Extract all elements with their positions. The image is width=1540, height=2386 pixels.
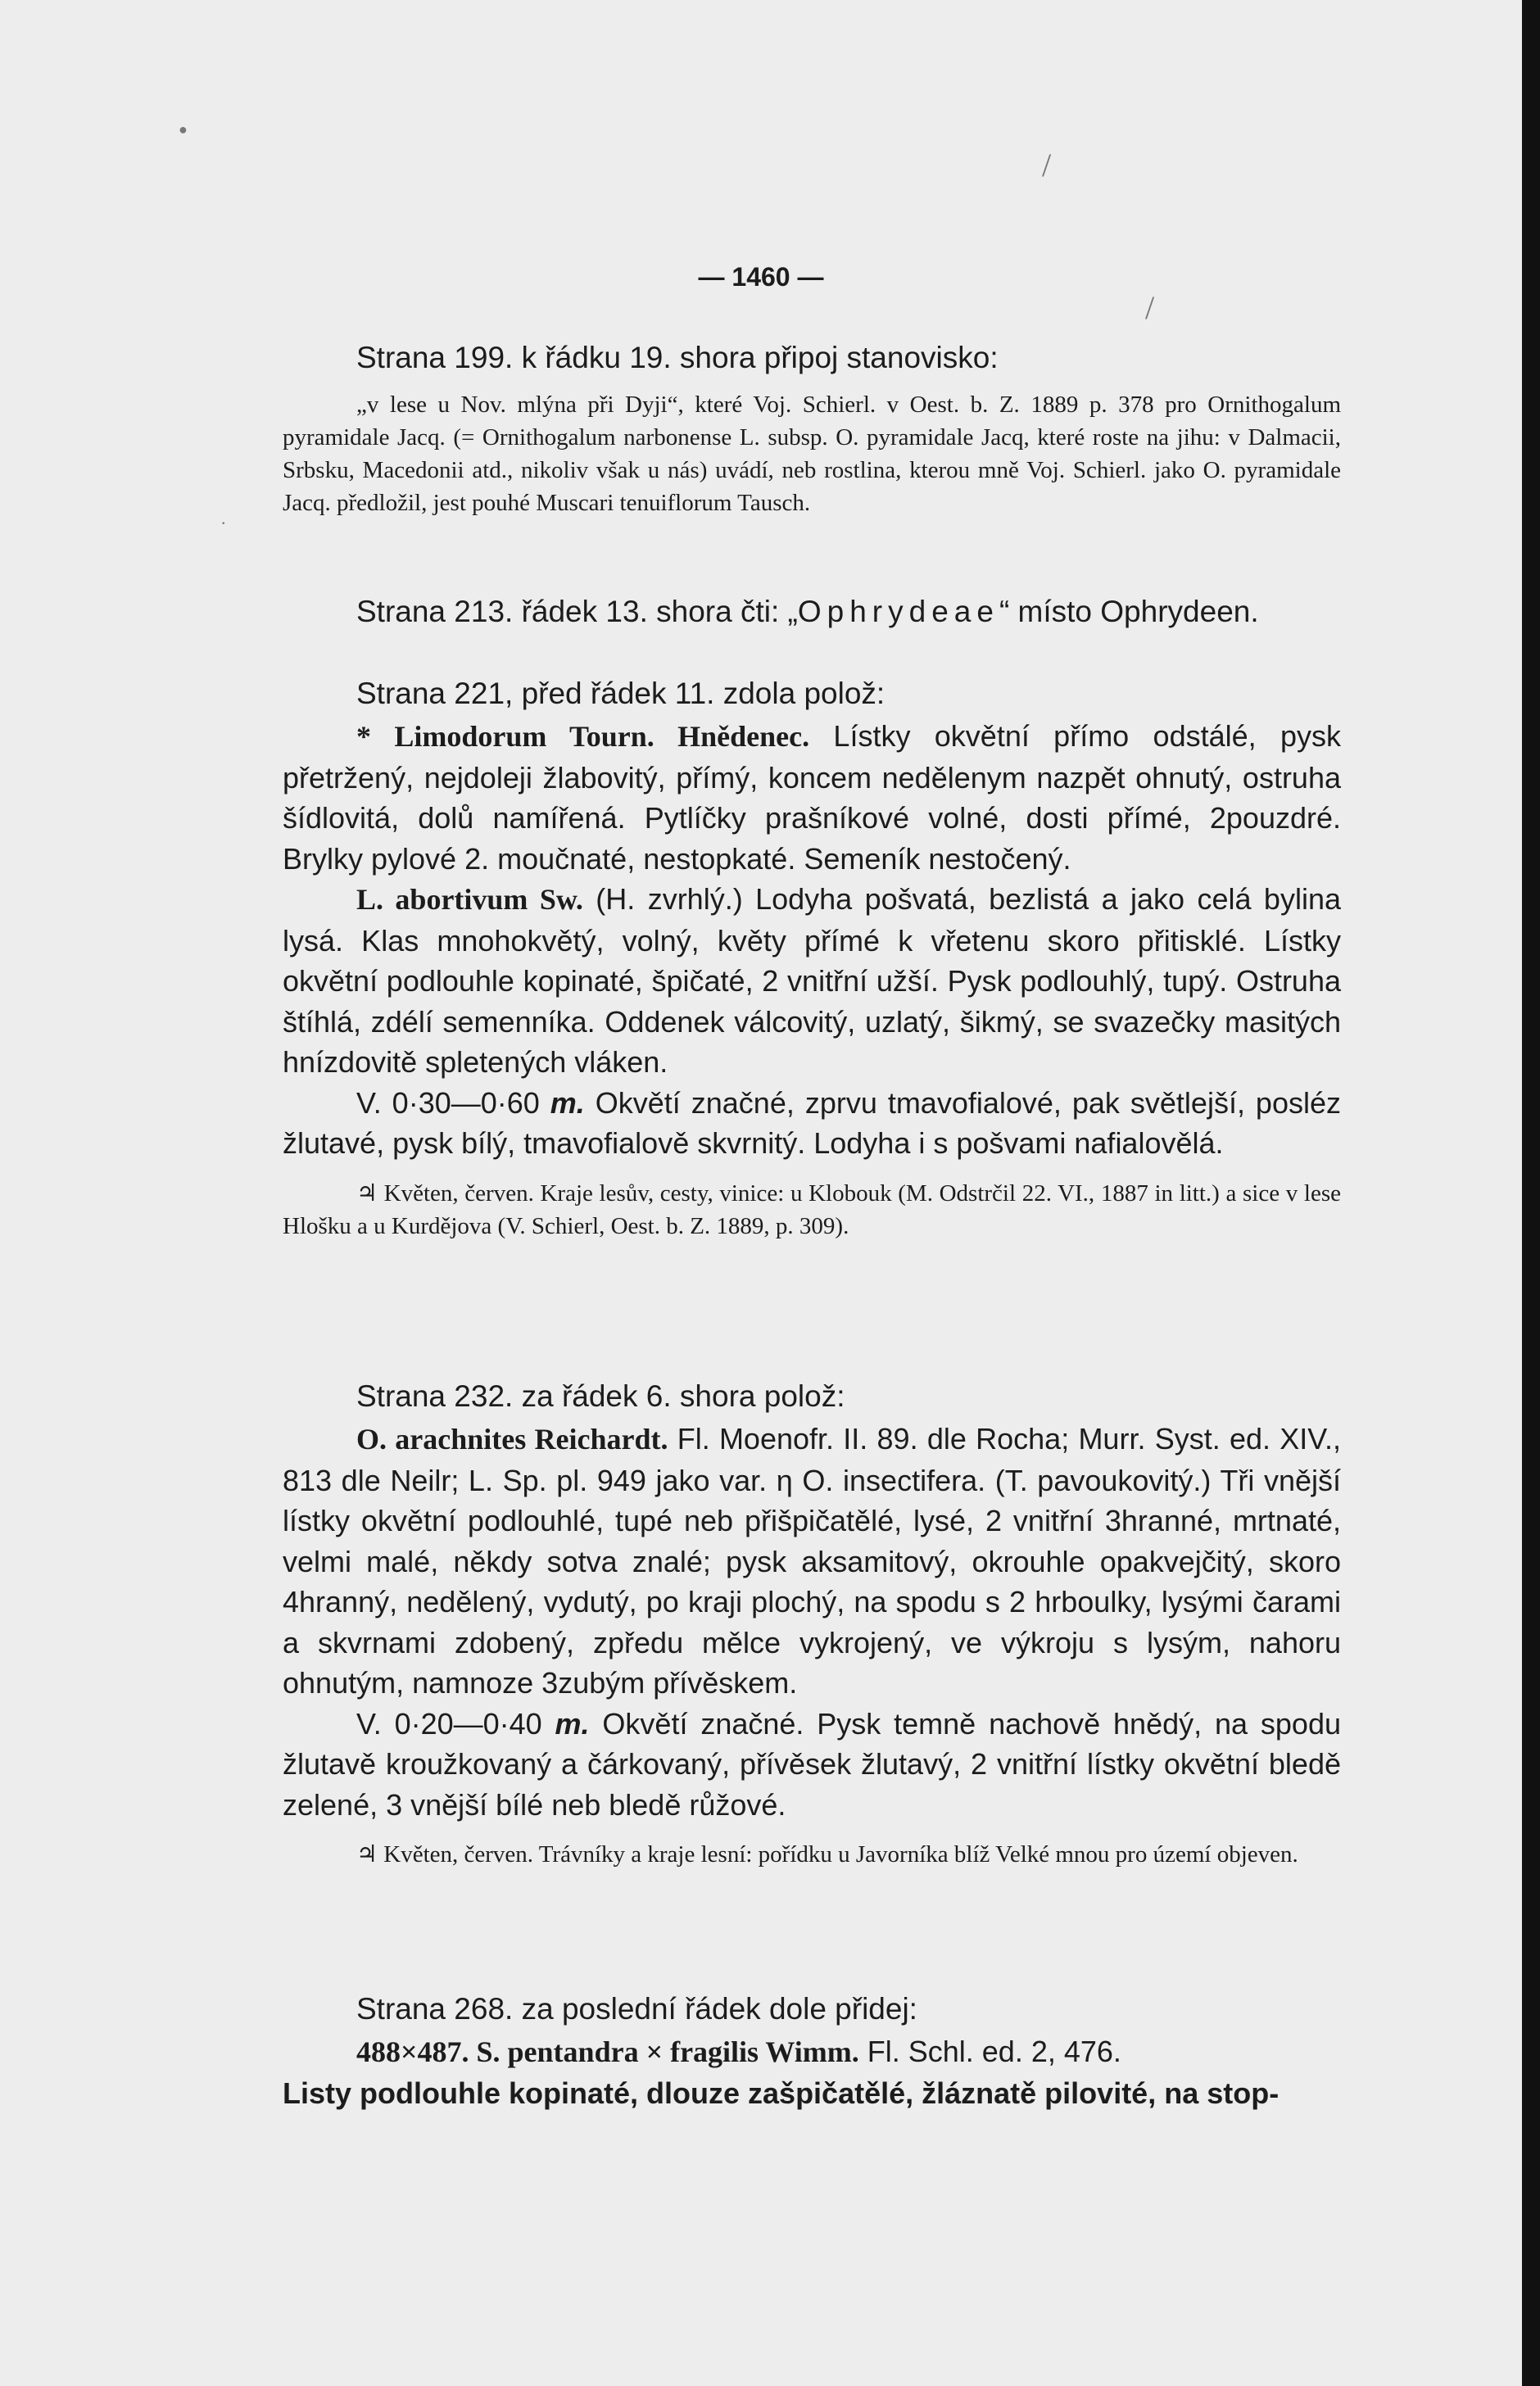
section-heading: [283, 591, 1341, 632]
size-range: V. 0·20—0·40: [356, 1706, 555, 1741]
heading-suffix: “ místo Ophrydeen.: [999, 595, 1259, 628]
genus-text: Lístky okvětní přímo odstálé, pysk přetržený, nejdoleji žlabovitý, přímý, koncem nedělenym nazpět ohnutý, ostruha šídlovitá, dolů namířená. Pytlíčky prašníkové volné, dosti přímé, 2pouzdré. Brylky pylové 2. moučnaté, nestopkaté. Semeník nestočený.: [283, 719, 1341, 876]
page-number: — 1460 —: [698, 262, 824, 292]
section-text: „v lese u Nov. mlýna při Dyji“, které Voj. Schierl. v Oest. b. Z. 1889 p. 378 pro Ornithogalum pyramidale Jacq. (= Ornithogalum narbonense L. subsp. O. pyramidale Jacq, které roste na jihu: v Dalmacii, Srbsku, Macedonii atd., nikoliv však u nás) uvádí, neb rostlina, kterou mně Voj. Schierl. jako O. pyramidale Jacq. předložil, jest pouhé Muscari tenuiflorum Tausch.: [283, 392, 1341, 516]
heading-prefix: Strana 213. řádek 13. shora čti: „: [356, 595, 798, 628]
section-page-268: [283, 1989, 1341, 2113]
section-heading: Strana 221, před řádek 11. zdola polož:: [356, 677, 886, 710]
section-page-221: [283, 673, 1341, 1243]
hybrid-text: Listy podlouhle kopinaté, dlouze zašpičatělé, žláznatě pilovité, na stop-: [283, 2076, 1280, 2110]
spaced-term: Ophrydeae: [797, 595, 999, 628]
pencil-mark: /: [1042, 147, 1052, 183]
species-text: (H. zvrhlý.) Lodyha pošvatá, bezlistá a jako celá bylina lysá. Klas mnohokvětý, volný, květy přímé k vřetenu skoro přitisklé. Lístky okvětní podlouhle kopinaté, špičaté, 2 vnitřní užší. Pysk podlouhlý, tupý. Ostruha štíhlá, zdélí semenníka. Oddenek válcovitý, uzlatý, šikmý, se svazečky masitých hnízdovitě spletených vláken.: [283, 882, 1341, 1079]
section-heading: Strana 199. k řádku 19. shora připoj stanovisko:: [356, 341, 999, 374]
species-size: [283, 1704, 1341, 1826]
species-description: [283, 879, 1341, 1083]
size-range: V. 0·30—0·60: [356, 1085, 550, 1120]
hybrid-title: [283, 2031, 1341, 2073]
hybrid-reference: Fl. Schl. ed. 2, 476.: [858, 2035, 1121, 2068]
section-page-232: [283, 1376, 1341, 1871]
section-page-213: [283, 591, 1341, 632]
size-unit: m.: [550, 1085, 585, 1120]
size-text: Okvětí značné. Pysk temně nachově hnědý, na spodu žlutavě kroužkovaný a čárkovaný, přívěsek žlutavý, 2 vnitřní lístky okvětní bledě zelené, 3 vnější bílé neb bledě růžové.: [283, 1706, 1341, 1822]
pencil-mark: /: [1145, 289, 1155, 326]
dust-speck: ●: [179, 121, 188, 138]
section-heading: Strana 232. za řádek 6. shora polož:: [356, 1379, 845, 1413]
species-text: Fl. Moenofr. II. 89. dle Rocha; Murr. Syst. ed. XIV., 813 dle Neilr; L. Sp. pl. 949 jako var. η O. insectifera. (T. pavoukovitý.) Tři vnější lístky okvětní podlouhlé, tupé neb přišpičatělé, lysé, 2 vnitřní 3hranné, mrtnaté, velmi malé, někdy sotva znalé; pysk aksamitový, okrouhle opakvejčitý, skoro 4hranný, nedělený, vydutý, po kraji plochý, na spodu s 2 hrboulky, lysými čarami a skvrnami zdobený, zpředu mělce vykrojený, ve výkroju s lysým, nahoru ohnutým, namnoze 3zubým přívěskem.: [283, 1422, 1341, 1700]
scan-edge: [1522, 0, 1540, 2386]
species-size: [283, 1083, 1341, 1164]
genus-description: [283, 716, 1341, 879]
size-unit: m.: [555, 1706, 590, 1741]
section-heading: Strana 268. za poslední řádek dole přidej:: [356, 1992, 917, 2026]
dust-speck: .: [221, 508, 226, 528]
species-note: ♃ Květen, červen. Kraje lesův, cesty, vinice: u Klobouk (M. Odstrčil 22. VI., 1887 in litt.) a sice v lese Hlošku a u Kurdějova (V. Schierl, Oest. b. Z. 1889, p. 309).: [283, 1179, 1341, 1239]
species-note: ♃ Květen, červen. Trávníky a kraje lesní: pořídku u Javorníka blíž Velké mnou pro území objeven.: [356, 1841, 1298, 1868]
species-name: L. abortivum Sw.: [356, 883, 583, 916]
species-description: [283, 1419, 1341, 1704]
species-name: O. arachnites Reichardt.: [356, 1423, 668, 1456]
genus-name: * Limodorum Tourn. Hnědenec.: [356, 720, 810, 753]
section-page-199: [283, 337, 1341, 519]
hybrid-name: 488×487. S. pentandra × fragilis Wimm.: [356, 2035, 859, 2068]
size-text: Okvětí značné, zprvu tmavofialové, pak světlejší, posléz žlutavé, pysk bílý, tmavofialově skvrnitý. Lodyha i s pošvami nafialovělá.: [283, 1085, 1341, 1160]
